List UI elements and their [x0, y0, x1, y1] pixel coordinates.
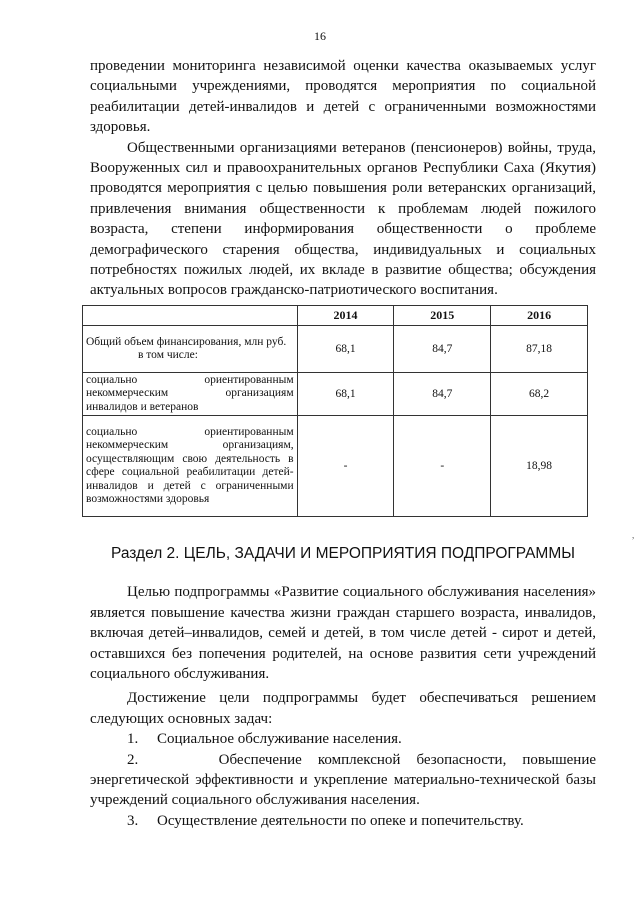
table-header-cell: 2015 — [394, 306, 491, 326]
list-item-number: 1. — [127, 731, 139, 748]
table-row — [83, 416, 588, 517]
table-row-label-text: Общий объем финансирования, млн руб. — [86, 335, 287, 348]
table-header-row — [83, 306, 588, 326]
table-cell: 84,7 — [394, 326, 491, 373]
list-item — [90, 811, 596, 831]
table-header-cell: 2016 — [491, 306, 588, 326]
table-header-cell — [83, 306, 298, 326]
list-item-number: 3. — [127, 812, 139, 829]
list-item — [90, 750, 596, 811]
paragraph-tasks-intro: Достижение цели подпрограммы будет обеспечиваться решением следующих основных задач: — [90, 690, 596, 727]
table-cell: 68,1 — [297, 373, 394, 416]
table-cell: - — [297, 416, 394, 517]
table-row — [83, 326, 588, 373]
table-cell: 18,98 — [491, 416, 588, 517]
list-item-text: Осуществление деятельности по опеке и попечительству. — [157, 812, 524, 829]
table-cell: 84,7 — [394, 373, 491, 416]
paragraph-veterans: Общественными организациями ветеранов (пенсионеров) войны, труда, Вооруженных сил и правоохранительных органов Республики Саха (Якутия) проводятся мероприятия с целью повышения роли ветеранских организаций, привлечения внимания общественности к проблемам людей пожилого возраста, степени информирования общественности о проблеме демографического старения общества, индивидуальных и социальных потребностях пожилых людей, их вкладе в развитие общества; обсуждения актуальных вопросов гражданско-патриотического воспитания. — [90, 139, 596, 299]
list-item-text: Обеспечение комплексной безопасности, повышение энергетической эффективности и укрепление материально-технической базы учреждений социального обслуживания населения. — [90, 751, 597, 809]
paragraph-monitoring: проведении мониторинга независимой оценки качества оказываемых услуг социальными учреждениями, проводятся мероприятия по социальной реабилитации детей-инвалидов и детей с ограниченными возможностями здоровья. — [90, 58, 596, 136]
margin-mark: , — [632, 530, 635, 540]
table-row — [83, 373, 588, 416]
table-row-sublabel: в том числе: — [138, 349, 198, 361]
table-row-label — [83, 326, 298, 373]
text-block-top — [90, 56, 596, 301]
list-item-text: Социальное обслуживание населения. — [157, 731, 402, 748]
table-cell: - — [394, 416, 491, 517]
table-cell: 68,2 — [491, 373, 588, 416]
page-number: 16 — [314, 29, 326, 43]
table-row-label: социально ориентированным некоммерческим организациям, осуществляющим свою деятельность в сфере социальной реабилитации детей-инвалидов и детей с ограниченными возможностями здоровья — [83, 416, 298, 517]
table-cell: 68,1 — [297, 326, 394, 373]
list-item-number: 2. — [127, 751, 139, 768]
table-cell: 87,18 — [491, 326, 588, 373]
section-heading: Раздел 2. ЦЕЛЬ, ЗАДАЧИ И МЕРОПРИЯТИЯ ПОДПРОГРАММЫ — [111, 545, 575, 562]
text-block-bottom — [90, 544, 596, 831]
paragraph-goal: Целью подпрограммы «Развитие социального обслуживания населения» является повышение качества жизни граждан старшего возраста, инвалидов, включая детей–инвалидов, семей и детей, в том числе детей - сирот и детей, оставшихся без попечения родителей, на основе развития сети учреждений социального обслуживания. — [90, 584, 596, 683]
financing-table — [82, 305, 588, 517]
list-item — [90, 729, 596, 749]
table-row-label: социально ориентированным некоммерческим организациям инвалидов и ветеранов — [83, 373, 298, 416]
table-header-cell: 2014 — [297, 306, 394, 326]
